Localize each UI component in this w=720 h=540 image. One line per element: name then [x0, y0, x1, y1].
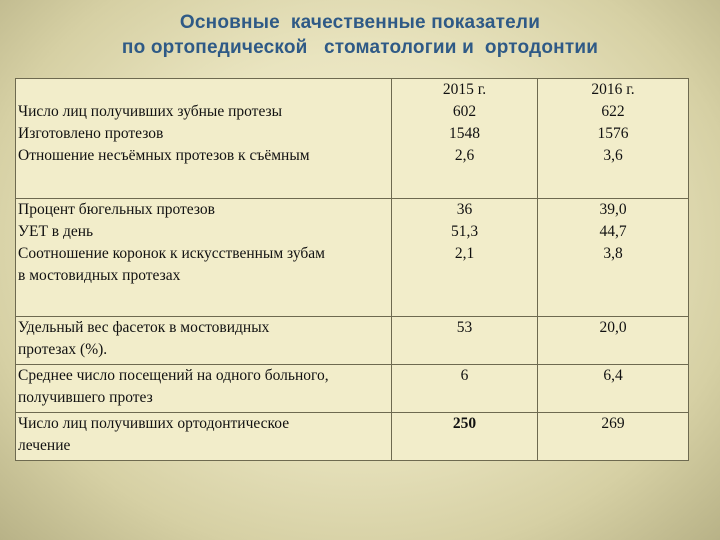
row-label: Число лиц получивших зубные протезы — [18, 103, 283, 120]
value-cell-2016 — [538, 317, 689, 365]
label-cell — [16, 199, 392, 317]
title-line-2: по ортопедической стоматологии и ортодонтии — [121, 37, 599, 58]
value-cell-2015 — [392, 199, 538, 317]
value: 51,3 — [450, 223, 479, 240]
row-label: Отношение несъёмных протезов к съёмным — [18, 147, 310, 164]
value-cell-2016 — [538, 413, 689, 461]
row-label: в мостовидных протезах — [18, 267, 181, 284]
row-label: Среднее число посещений на одного больного, — [18, 367, 329, 384]
table-row — [16, 199, 689, 317]
value: 250 — [452, 415, 477, 432]
row-label: лечение — [18, 437, 71, 454]
table-row — [16, 413, 689, 461]
row-label: Процент бюгельных протезов — [18, 201, 215, 218]
value: 39,0 — [599, 201, 627, 218]
row-label: Соотношение коронок к искусственным зубам — [18, 245, 325, 262]
value: 6,4 — [603, 367, 623, 384]
value-cell-2015 — [392, 317, 538, 365]
value: 3,8 — [603, 245, 623, 262]
label-cell — [16, 79, 392, 199]
value: 1548 — [449, 125, 480, 142]
value: 6 — [460, 367, 469, 384]
value: 2,1 — [454, 245, 475, 262]
table-row — [16, 79, 689, 199]
value: 1576 — [597, 125, 629, 142]
value-cell-2015 — [392, 79, 538, 199]
row-label: протезах (%). — [18, 341, 108, 358]
value: 20,0 — [599, 319, 627, 336]
row-label: Изготовлено протезов — [18, 125, 164, 142]
value-cell-2016 — [538, 199, 689, 317]
value: 269 — [601, 415, 625, 432]
value-cell-2016 — [538, 365, 689, 413]
year-header-2015: 2015 г. — [442, 81, 487, 98]
label-cell — [16, 317, 392, 365]
indicators-table — [15, 78, 689, 461]
value: 53 — [456, 319, 473, 336]
row-label: УЕТ в день — [18, 223, 94, 240]
row-label: получившего протез — [18, 389, 153, 406]
value-cell-2015 — [392, 413, 538, 461]
title-line-1: Основные качественные показатели — [179, 12, 541, 33]
page-title — [0, 10, 720, 60]
table-row — [16, 365, 689, 413]
label-cell — [16, 413, 392, 461]
table-row — [16, 317, 689, 365]
value: 36 — [456, 201, 473, 218]
value: 2,6 — [454, 147, 475, 164]
label-cell — [16, 365, 392, 413]
value: 3,6 — [603, 147, 623, 164]
value-cell-2016 — [538, 79, 689, 199]
value: 44,7 — [599, 223, 627, 240]
value-cell-2015 — [392, 365, 538, 413]
value: 622 — [601, 103, 625, 120]
year-header-2016: 2016 г. — [591, 81, 635, 98]
row-label: Число лиц получивших ортодонтическое — [18, 415, 290, 432]
row-label: Удельный вес фасеток в мостовидных — [18, 319, 270, 336]
value: 602 — [452, 103, 477, 120]
